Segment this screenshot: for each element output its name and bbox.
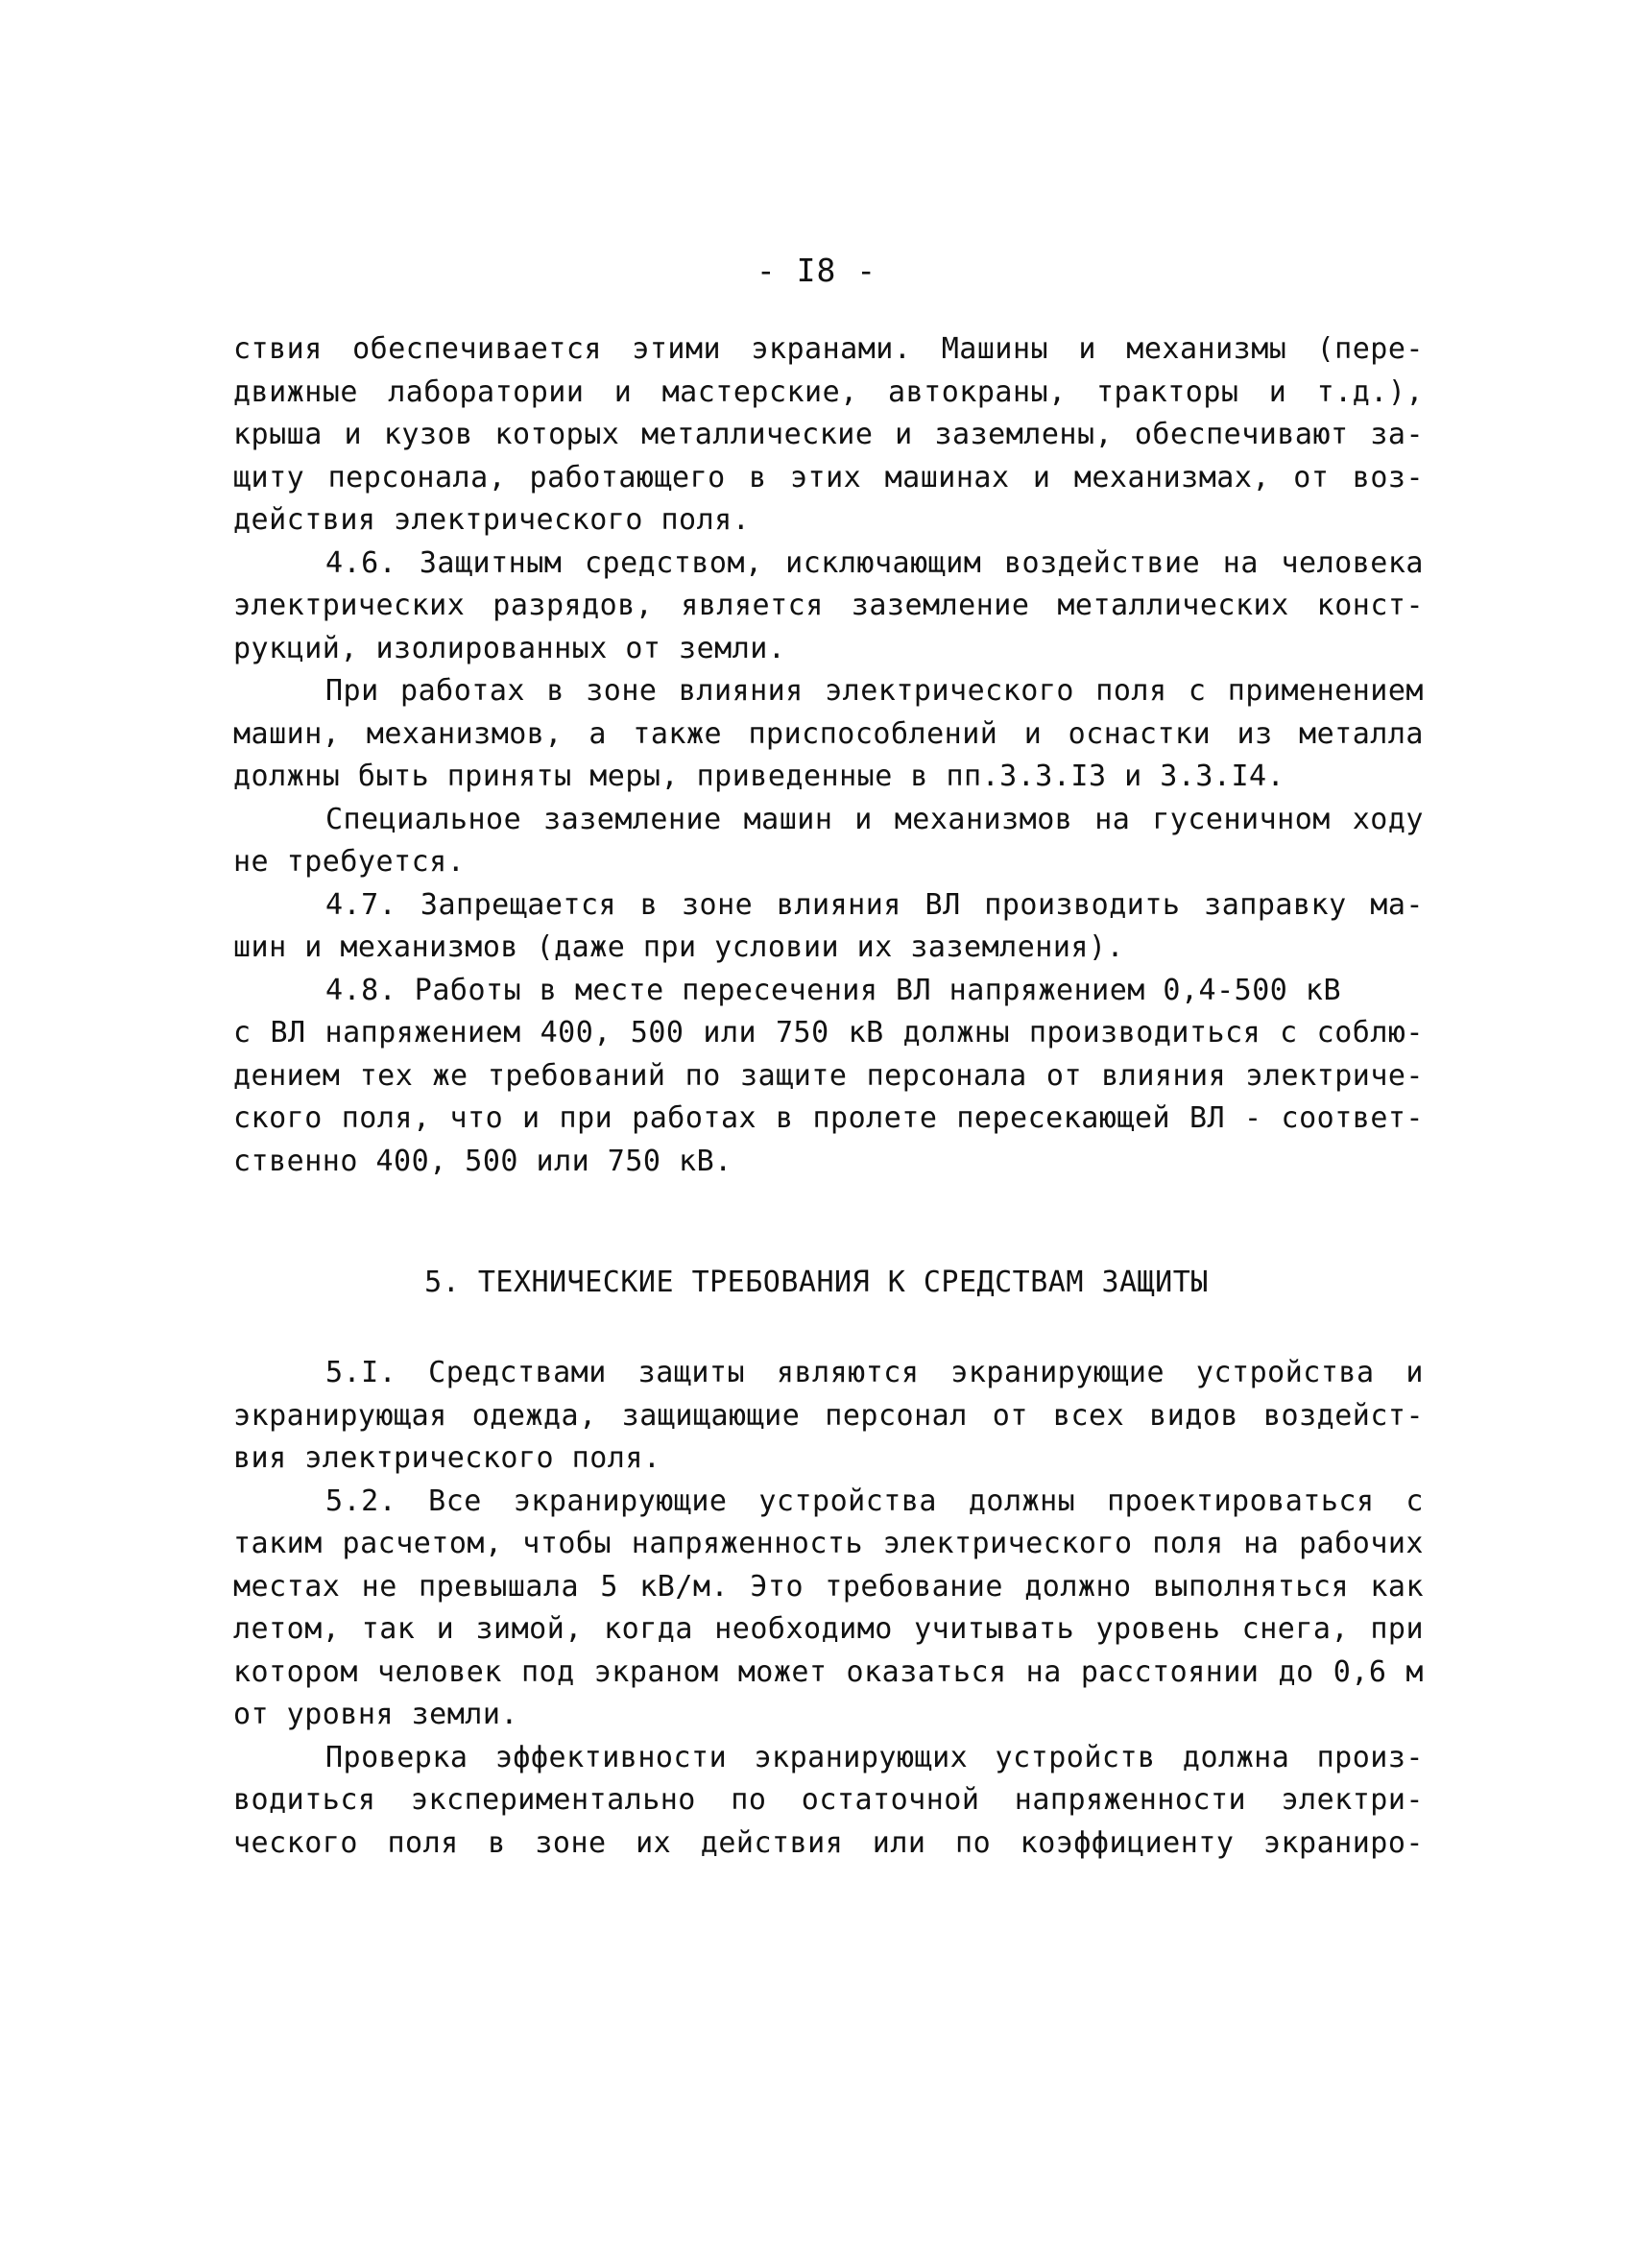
paragraph-4-7-start: 4.7. Запрещается в зоне влияния ВЛ производить заправку ма- — [325, 887, 1424, 922]
text-line: щиту персонала, работающего в этих машинах и механизмах, от воз- — [233, 460, 1424, 495]
paragraph-4-6-start: 4.6. Защитным средством, исключающим воздействие на человека — [325, 545, 1424, 580]
page-number: - I8 - — [756, 252, 877, 289]
text-line: ствия обеспечивается этими экранами. Машины и механизмы (пере- — [233, 332, 1424, 366]
text-line: движные лаборатории и мастерские, автокраны, тракторы и т.д.), — [233, 374, 1424, 409]
paragraph-start: Специальное заземление машин и механизмов на гусеничном ходу — [325, 802, 1424, 836]
text-line: ского поля, что и при работах в пролете пересекающей ВЛ - соответ- — [233, 1101, 1424, 1135]
text-line: должны быть приняты меры, приведенные в пп.3.3.I3 и 3.3.I4. — [233, 760, 1285, 793]
text-line: таким расчетом, чтобы напряженность электрического поля на рабочих — [233, 1527, 1424, 1560]
section-heading: 5. ТЕХНИЧЕСКИЕ ТРЕБОВАНИЯ К СРЕДСТВАМ ЗАЩИТЫ — [424, 1266, 1209, 1299]
text-line: местах не превышала 5 кВ/м. Это требование должно выполняться как — [233, 1569, 1424, 1604]
text-line: летом, так и зимой, когда необходимо учитывать уровень снега, при — [233, 1612, 1424, 1646]
text-line: крыша и кузов которых металлические и заземлены, обеспечивают за- — [233, 418, 1424, 451]
paragraph-5-1-start: 5.I. Средствами защиты являются экранирующие устройства и — [325, 1356, 1424, 1389]
text-line: водиться экспериментально по остаточной напряженности электри- — [233, 1783, 1424, 1817]
text-line: ческого поля в зоне их действия или по коэффициенту экраниро- — [233, 1825, 1424, 1860]
text-line: дением тех же требований по защите персонала от влияния электриче- — [233, 1058, 1424, 1093]
paragraph-start: Проверка эффективности экранирующих устройств должна произ- — [325, 1740, 1424, 1774]
text-line: с ВЛ напряжением 400, 500 или 750 кВ должны производиться с соблю- — [233, 1016, 1424, 1050]
text-line: машин, механизмов, а также приспособлений и оснастки из металла — [233, 716, 1424, 751]
text-line: ственно 400, 500 или 750 кВ. — [233, 1144, 732, 1178]
text-line: действия электрического поля. — [233, 503, 751, 537]
text-block-section-4 — [233, 328, 1424, 1183]
paragraph-5-2-start: 5.2. Все экранирующие устройства должны проектироваться с — [325, 1484, 1424, 1518]
text-line: экранирующая одежда, защищающие персонал от всех видов воздейст- — [233, 1398, 1424, 1433]
text-line: электрических разрядов, является заземление металлических конст- — [233, 589, 1424, 622]
text-block-section-5 — [233, 1352, 1424, 1865]
paragraph-4-8-start: 4.8. Работы в месте пересечения ВЛ напряжением 0,4-500 кВ — [325, 973, 1342, 1007]
text-line: котором человек под экраном может оказаться на расстоянии до 0,6 м — [233, 1654, 1424, 1689]
text-line: вия электрического поля. — [233, 1441, 661, 1475]
text-line: не требуется. — [233, 845, 466, 879]
paragraph-start: При работах в зоне влияния электрического поля с применением — [325, 674, 1424, 708]
text-line: рукций, изолированных от земли. — [233, 631, 786, 665]
text-line: шин и механизмов (даже при условии их заземления). — [233, 930, 1125, 964]
text-line: от уровня земли. — [233, 1698, 518, 1731]
